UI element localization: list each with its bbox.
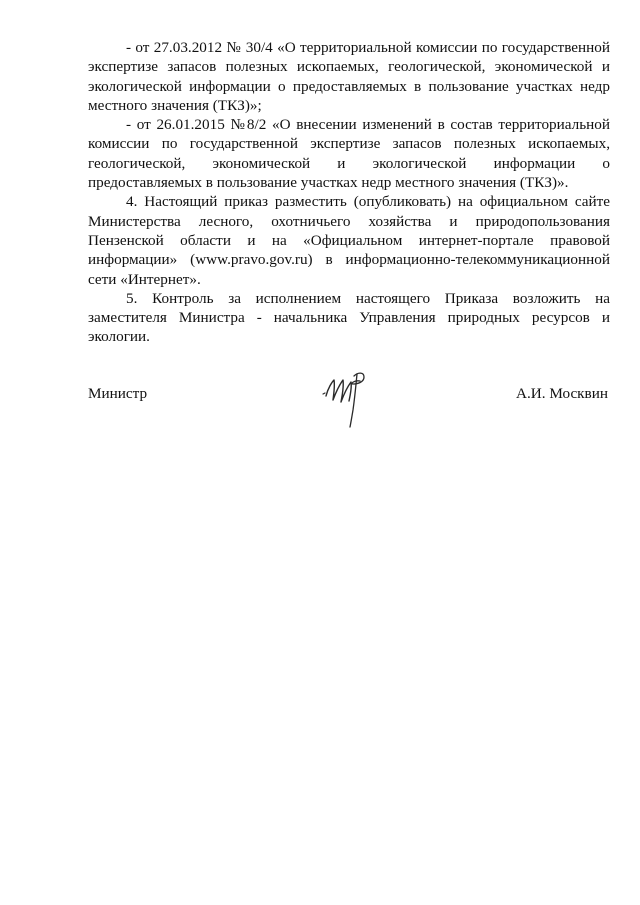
handwritten-signature-icon	[320, 370, 376, 430]
signatory-name: А.И. Москвин	[516, 385, 608, 402]
paragraph-order-2015: - от 26.01.2015 №8/2 «О внесении изменений в состав территориальной комиссии по государственной экспертизе запасов полезных ископаемых, геологической, экономической и экологической информации о предоставляемых в пользование участках недр местного значения (ТКЗ)».	[88, 116, 610, 192]
paragraph-item-5: 5. Контроль за исполнением настоящего Приказа возложить на заместителя Министра - начальника Управления природных ресурсов и экологии.	[88, 289, 610, 346]
signatory-title: Министр	[88, 385, 148, 402]
signature-block	[88, 384, 610, 436]
document-body	[88, 38, 610, 347]
paragraph-item-4: 4. Настоящий приказ разместить (опубликовать) на официальном сайте Министерства лесного, охотничьего хозяйства и природопользования Пензенской области и на «Официальном интернет-портале правовой информации» (www.pravo.gov.ru) в информационно-телекоммуникационной сети «Интернет».	[88, 193, 610, 288]
paragraph-order-2012: - от 27.03.2012 № 30/4 «О территориальной комиссии по государственной экспертизе запасов полезных ископаемых, геологической, экономической и экологической информации о предоставляемых в пользование участках недр местного значения (ТКЗ)»;	[88, 39, 610, 114]
